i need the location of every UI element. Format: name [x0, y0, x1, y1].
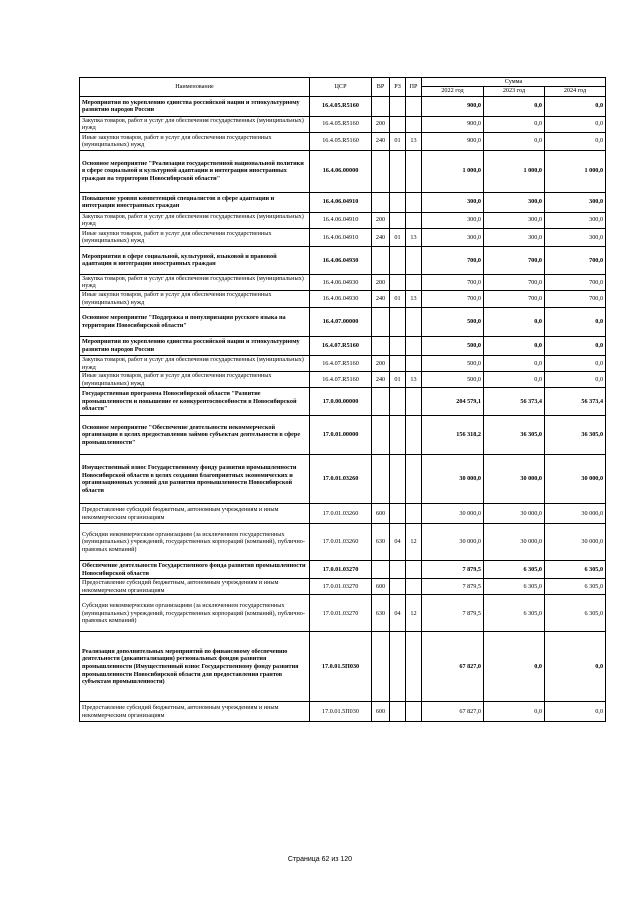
row-name: Предоставление субсидий бюджетным, автономным учреждениям и иным некоммерческим организациям	[80, 702, 310, 722]
row-sum-2023: 56 373,4	[484, 388, 545, 416]
row-pr	[406, 274, 422, 290]
table-row	[80, 212, 606, 228]
row-name: Субсидии некоммерческим организациям (за исключением государственных (муниципальных) учреждений, государственных корпораций (компаний), публично-правовых компаний)	[80, 595, 310, 632]
row-name: Основное мероприятие "Обеспечение деятельности некоммерческой организации в целях предоставления займов субъектам деятельности в сфере промышленности"	[80, 416, 310, 455]
row-sum-2022: 67 827,0	[422, 702, 484, 722]
table-row	[80, 702, 606, 722]
row-sum-2023: 30 000,0	[484, 504, 545, 524]
table-row	[80, 355, 606, 371]
row-csr: 17.0.01.03260	[310, 504, 372, 524]
row-name: Мероприятия по укреплению единства российской нации и этнокультурному развитию народов России	[80, 96, 310, 116]
row-name: Повышение уровня компетенций специалистов в сфере адаптации и интеграции иностранных граждан	[80, 192, 310, 212]
row-sum-2023: 0,0	[484, 355, 545, 371]
row-vr: 600	[372, 579, 390, 595]
table-row	[80, 96, 606, 116]
row-sum-2022: 1 000,0	[422, 150, 484, 192]
table-row	[80, 524, 606, 561]
row-csr: 16.4.07.R5160	[310, 372, 372, 388]
row-sum-2022: 500,0	[422, 372, 484, 388]
row-sum-2024: 0,0	[545, 116, 606, 132]
row-sum-2023: 300,0	[484, 228, 545, 246]
row-sum-2022: 900,0	[422, 132, 484, 150]
row-csr: 16.4.06.04910	[310, 192, 372, 212]
row-pr	[406, 336, 422, 355]
row-sum-2022: 156 318,2	[422, 416, 484, 455]
row-csr: 16.4.07.00000	[310, 307, 372, 336]
row-name: Мероприятия в сфере социальной, культурной, языковой и правовой адаптации и интеграции иностранных граждан	[80, 246, 310, 274]
row-sum-2022: 300,0	[422, 228, 484, 246]
row-sum-2022: 300,0	[422, 212, 484, 228]
header-vr: ВР	[372, 78, 390, 97]
row-pr: 12	[406, 524, 422, 561]
table-body	[80, 96, 606, 722]
row-sum-2024: 0,0	[545, 307, 606, 336]
header-name: Наименование	[80, 78, 310, 97]
row-name: Имущественный взнос Государственному фонду развития промышленности Новосибирской области в целях создания благоприятных экономических и организационных условий для развития промышленности Новосибирской области	[80, 455, 310, 504]
row-rz	[390, 579, 406, 595]
table-row	[80, 336, 606, 355]
row-pr	[406, 579, 422, 595]
row-pr: 13	[406, 228, 422, 246]
row-sum-2023: 6 305,0	[484, 595, 545, 632]
table-row	[80, 561, 606, 579]
header-year-2022: 2022 год	[422, 86, 484, 96]
table-row	[80, 504, 606, 524]
row-rz	[390, 212, 406, 228]
row-vr: 600	[372, 504, 390, 524]
page-number: Страница 62 из 120	[287, 856, 353, 863]
table-row	[80, 116, 606, 132]
header-rz: РЗ	[390, 78, 406, 97]
header-year-2024: 2024 год	[545, 86, 606, 96]
row-sum-2024: 6 305,0	[545, 579, 606, 595]
row-sum-2023: 6 305,0	[484, 579, 545, 595]
row-vr: 240	[372, 372, 390, 388]
row-sum-2024: 700,0	[545, 246, 606, 274]
row-sum-2023: 0,0	[484, 132, 545, 150]
row-csr: 17.0.01.03270	[310, 579, 372, 595]
table-header	[80, 78, 606, 97]
row-vr: 200	[372, 274, 390, 290]
row-rz	[390, 336, 406, 355]
row-sum-2024: 0,0	[545, 96, 606, 116]
row-sum-2023: 0,0	[484, 372, 545, 388]
row-csr: 17.0.01.03270	[310, 595, 372, 632]
row-sum-2023: 700,0	[484, 290, 545, 307]
row-sum-2024: 56 373,4	[545, 388, 606, 416]
row-rz: 04	[390, 595, 406, 632]
row-csr: 16.4.06.00000	[310, 150, 372, 192]
row-pr: 13	[406, 132, 422, 150]
row-rz	[390, 561, 406, 579]
row-name: Закупка товаров, работ и услуг для обеспечения государственных (муниципальных) нужд	[80, 116, 310, 132]
row-vr	[372, 246, 390, 274]
row-vr: 240	[372, 290, 390, 307]
row-vr: 200	[372, 355, 390, 371]
row-name: Основное мероприятие "Реализация государственной национальной политики в сфере социальной и культурной адаптации и интеграции иностранных граждан на территории Новосибирской области"	[80, 150, 310, 192]
row-rz	[390, 504, 406, 524]
row-vr: 600	[372, 702, 390, 722]
table-row	[80, 150, 606, 192]
row-sum-2024: 300,0	[545, 192, 606, 212]
row-rz	[390, 455, 406, 504]
row-sum-2023: 700,0	[484, 246, 545, 274]
row-pr	[406, 246, 422, 274]
row-csr: 16.4.06.04930	[310, 274, 372, 290]
row-sum-2022: 700,0	[422, 274, 484, 290]
row-sum-2022: 30 000,0	[422, 524, 484, 561]
row-rz: 01	[390, 228, 406, 246]
row-name: Иные закупки товаров, работ и услуг для обеспечения государственных (муниципальных) нужд	[80, 132, 310, 150]
row-sum-2022: 300,0	[422, 192, 484, 212]
row-sum-2024: 1 000,0	[545, 150, 606, 192]
row-sum-2024: 0,0	[545, 355, 606, 371]
row-pr	[406, 355, 422, 371]
row-csr: 16.4.06.04910	[310, 228, 372, 246]
row-rz	[390, 388, 406, 416]
row-name: Закупка товаров, работ и услуг для обеспечения государственных (муниципальных) нужд	[80, 274, 310, 290]
row-sum-2023: 0,0	[484, 307, 545, 336]
row-sum-2022: 7 879,5	[422, 595, 484, 632]
table-row	[80, 388, 606, 416]
row-csr: 17.0.01.03270	[310, 561, 372, 579]
row-rz: 01	[390, 290, 406, 307]
row-vr	[372, 561, 390, 579]
table-row	[80, 228, 606, 246]
row-sum-2024: 0,0	[545, 632, 606, 702]
row-name: Государственная программа Новосибирской области "Развитие промышленности и повышение ее конкурентоспособности в Новосибирской области"	[80, 388, 310, 416]
table-row	[80, 595, 606, 632]
row-sum-2024: 700,0	[545, 274, 606, 290]
row-pr	[406, 192, 422, 212]
row-sum-2022: 204 579,1	[422, 388, 484, 416]
row-vr	[372, 455, 390, 504]
row-name: Обеспечение деятельности Государственного фонда развития промышленности Новосибирской области	[80, 561, 310, 579]
row-vr	[372, 192, 390, 212]
row-sum-2022: 900,0	[422, 116, 484, 132]
row-sum-2022: 30 000,0	[422, 455, 484, 504]
row-vr: 200	[372, 212, 390, 228]
row-csr: 17.0.01.00000	[310, 416, 372, 455]
row-rz	[390, 355, 406, 371]
row-name: Закупка товаров, работ и услуг для обеспечения государственных (муниципальных) нужд	[80, 355, 310, 371]
table-row	[80, 307, 606, 336]
row-sum-2022: 700,0	[422, 290, 484, 307]
row-csr: 17.0.01.03260	[310, 524, 372, 561]
table-row	[80, 274, 606, 290]
row-pr	[406, 702, 422, 722]
header-csr: ЦСР	[310, 78, 372, 97]
row-csr: 17.0.01.5П030	[310, 702, 372, 722]
row-pr	[406, 116, 422, 132]
row-rz: 01	[390, 132, 406, 150]
row-vr	[372, 632, 390, 702]
row-csr: 16.4.07.R5160	[310, 336, 372, 355]
row-sum-2024: 36 305,0	[545, 416, 606, 455]
row-vr	[372, 150, 390, 192]
row-name: Закупка товаров, работ и услуг для обеспечения государственных (муниципальных) нужд	[80, 212, 310, 228]
row-sum-2023: 36 305,0	[484, 416, 545, 455]
row-csr: 16.4.06.04910	[310, 212, 372, 228]
table-row	[80, 290, 606, 307]
row-rz	[390, 307, 406, 336]
row-csr: 16.4.07.R5160	[310, 355, 372, 371]
table-row	[80, 455, 606, 504]
header-sum: Сумма	[422, 78, 606, 87]
row-name: Иные закупки товаров, работ и услуг для обеспечения государственных (муниципальных) нужд	[80, 372, 310, 388]
row-pr: 13	[406, 372, 422, 388]
row-pr	[406, 504, 422, 524]
row-csr: 16.4.05.R5160	[310, 116, 372, 132]
row-rz	[390, 192, 406, 212]
row-sum-2023: 0,0	[484, 632, 545, 702]
row-sum-2023: 30 000,0	[484, 524, 545, 561]
row-pr	[406, 416, 422, 455]
row-csr: 16.4.05.R5160	[310, 96, 372, 116]
row-sum-2023: 30 000,0	[484, 455, 545, 504]
table-row	[80, 416, 606, 455]
row-rz	[390, 416, 406, 455]
row-pr: 13	[406, 290, 422, 307]
row-sum-2024: 300,0	[545, 228, 606, 246]
row-sum-2024: 30 000,0	[545, 504, 606, 524]
header-pr: ПР	[406, 78, 422, 97]
row-sum-2022: 67 827,0	[422, 632, 484, 702]
row-vr: 240	[372, 132, 390, 150]
row-vr: 200	[372, 116, 390, 132]
row-rz	[390, 274, 406, 290]
row-name: Предоставление субсидий бюджетным, автономным учреждениям и иным некоммерческим организациям	[80, 579, 310, 595]
table-row	[80, 246, 606, 274]
row-sum-2022: 500,0	[422, 307, 484, 336]
row-name: Иные закупки товаров, работ и услуг для обеспечения государственных (муниципальных) нужд	[80, 290, 310, 307]
row-vr	[372, 307, 390, 336]
row-sum-2023: 700,0	[484, 274, 545, 290]
row-sum-2023: 0,0	[484, 116, 545, 132]
row-name: Основное мероприятие "Поддержка и популяризация русского языка на территории Новосибирской области"	[80, 307, 310, 336]
row-sum-2022: 7 879,5	[422, 579, 484, 595]
row-sum-2022: 700,0	[422, 246, 484, 274]
row-vr: 240	[372, 228, 390, 246]
row-rz	[390, 632, 406, 702]
table-row	[80, 632, 606, 702]
table-row	[80, 579, 606, 595]
row-sum-2023: 300,0	[484, 212, 545, 228]
row-sum-2024: 0,0	[545, 702, 606, 722]
row-vr	[372, 96, 390, 116]
row-csr: 16.4.05.R5160	[310, 132, 372, 150]
row-name: Реализация дополнительных мероприятий по финансовому обеспечению деятельности (докапитализации) региональных фондов развития промышленности (Имущественный взнос Государственному фонду развития промышленности Новосибирской области для предоставления грантов субъектам промышленности)	[80, 632, 310, 702]
row-csr: 16.4.06.04930	[310, 290, 372, 307]
table-row	[80, 372, 606, 388]
row-sum-2023: 6 305,0	[484, 561, 545, 579]
row-sum-2024: 30 000,0	[545, 524, 606, 561]
table-row	[80, 192, 606, 212]
row-sum-2024: 0,0	[545, 372, 606, 388]
row-sum-2024: 30 000,0	[545, 455, 606, 504]
row-csr: 16.4.06.04930	[310, 246, 372, 274]
row-vr	[372, 416, 390, 455]
row-pr	[406, 150, 422, 192]
row-sum-2022: 7 879,5	[422, 561, 484, 579]
row-vr: 630	[372, 595, 390, 632]
row-name: Мероприятия по укреплению единства российской нации и этнокультурному развитию народов России	[80, 336, 310, 355]
row-sum-2022: 30 000,0	[422, 504, 484, 524]
row-sum-2023: 0,0	[484, 336, 545, 355]
row-name: Иные закупки товаров, работ и услуг для обеспечения государственных (муниципальных) нужд	[80, 228, 310, 246]
row-vr	[372, 336, 390, 355]
row-pr	[406, 307, 422, 336]
row-pr	[406, 455, 422, 504]
row-name: Предоставление субсидий бюджетным, автономным учреждениям и иным некоммерческим организациям	[80, 504, 310, 524]
row-rz: 01	[390, 372, 406, 388]
row-pr: 12	[406, 595, 422, 632]
row-pr	[406, 212, 422, 228]
row-sum-2022: 500,0	[422, 355, 484, 371]
row-sum-2023: 1 000,0	[484, 150, 545, 192]
row-pr	[406, 561, 422, 579]
row-sum-2023: 0,0	[484, 96, 545, 116]
row-sum-2024: 700,0	[545, 290, 606, 307]
row-sum-2024: 0,0	[545, 336, 606, 355]
row-rz	[390, 116, 406, 132]
row-sum-2023: 0,0	[484, 702, 545, 722]
row-csr: 17.0.00.00000	[310, 388, 372, 416]
row-vr	[372, 388, 390, 416]
row-name: Субсидии некоммерческим организациям (за исключением государственных (муниципальных) учреждений, государственных корпораций (компаний), публично-правовых компаний)	[80, 524, 310, 561]
row-rz	[390, 150, 406, 192]
row-rz	[390, 702, 406, 722]
row-rz	[390, 96, 406, 116]
row-vr: 630	[372, 524, 390, 561]
row-pr	[406, 96, 422, 116]
row-sum-2024: 300,0	[545, 212, 606, 228]
budget-table	[79, 77, 606, 722]
row-pr	[406, 632, 422, 702]
row-sum-2024: 6 305,0	[545, 595, 606, 632]
row-pr	[406, 388, 422, 416]
row-sum-2022: 500,0	[422, 336, 484, 355]
row-rz	[390, 246, 406, 274]
header-year-2023: 2023 год	[484, 86, 545, 96]
row-sum-2024: 6 305,0	[545, 561, 606, 579]
row-csr: 17.0.01.5П030	[310, 632, 372, 702]
row-csr: 17.0.01.03260	[310, 455, 372, 504]
row-sum-2024: 0,0	[545, 132, 606, 150]
row-sum-2023: 300,0	[484, 192, 545, 212]
row-sum-2022: 900,0	[422, 96, 484, 116]
row-rz: 04	[390, 524, 406, 561]
table-row	[80, 132, 606, 150]
